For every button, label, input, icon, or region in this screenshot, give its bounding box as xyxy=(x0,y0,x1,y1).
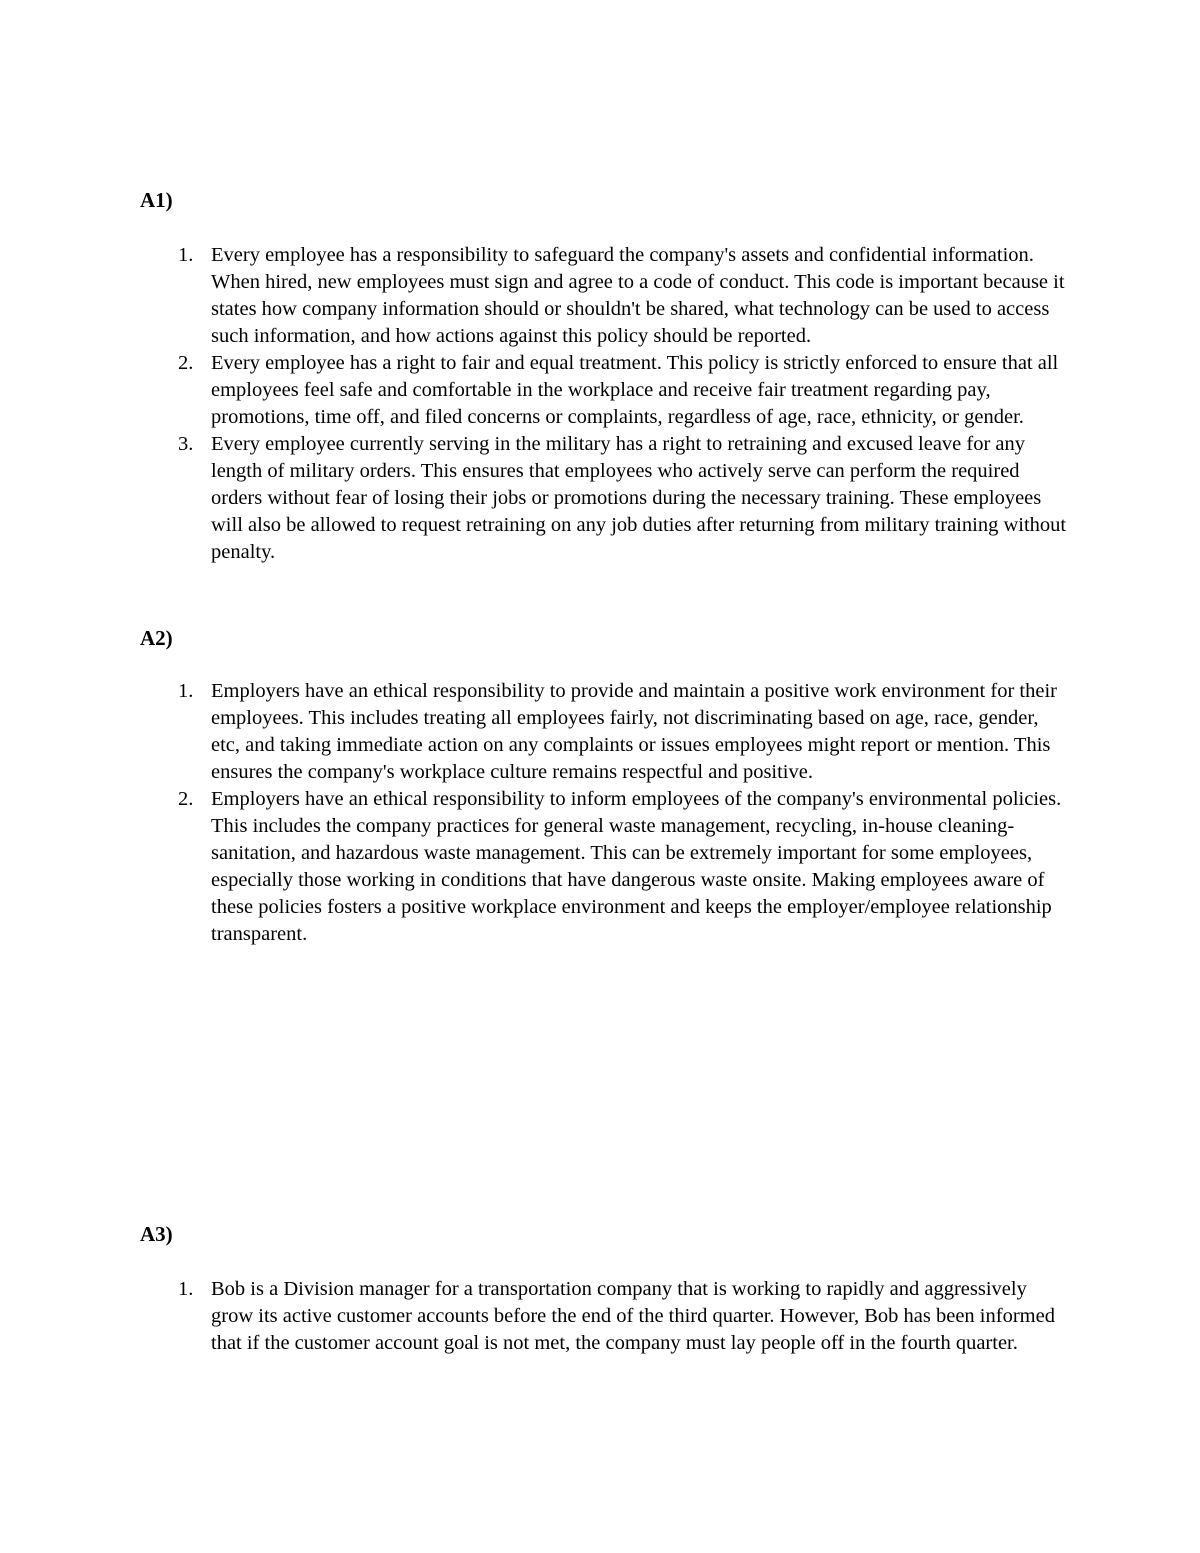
section-a3 xyxy=(140,1221,1070,1357)
list-item-text: Employers have an ethical responsibility to inform employees of the company's environmental policies. This includes the company practices for general waste management, recycling, in-house cleaning-sanitation, and hazardous waste management. This can be extremely important for some employees, especially those working in conditions that have dangerous waste onsite. Making employees aware of these policies fosters a positive workplace environment and keeps the employer/employee relationship transparent. xyxy=(211,788,1062,945)
numbered-list xyxy=(140,1276,1070,1357)
list-number: 1. xyxy=(178,680,194,702)
list-item-text: Every employee has a responsibility to safeguard the company's assets and confidential information. When hired, new employees must sign and agree to a code of conduct. This code is important because it states how company information should or shouldn't be shared, what technology can be used to access such information, and how actions against this policy should be reported. xyxy=(211,244,1065,347)
section-heading: A1) xyxy=(140,188,173,212)
list-item xyxy=(140,786,1070,948)
list-item-text: Bob is a Division manager for a transportation company that is working to rapidly and aggressively grow its active customer accounts before the end of the third quarter. However, Bob has been informed that if the customer account goal is not met, the company must lay people off in the fourth quarter. xyxy=(211,1278,1055,1354)
section-a1 xyxy=(140,187,1070,566)
list-number: 2. xyxy=(178,788,194,810)
list-number: 2. xyxy=(178,352,194,374)
list-item-text: Every employee has a right to fair and equal treatment. This policy is strictly enforced to ensure that all employees feel safe and comfortable in the workplace and receive fair treatment regarding pay, promotions, time off, and filed concerns or complaints, regardless of age, race, ethnicity, or gender. xyxy=(211,352,1059,428)
list-item xyxy=(140,350,1070,431)
list-item-text: Every employee currently serving in the military has a right to retraining and excused leave for any length of military orders. This ensures that employees who actively serve can perform the required orders without fear of losing their jobs or promotions during the necessary training. These employees will also be allowed to request retraining on any job duties after returning from military training without penalty. xyxy=(211,433,1067,563)
section-a2 xyxy=(140,625,1070,948)
list-item xyxy=(140,678,1070,786)
list-item-text: Employers have an ethical responsibility to provide and maintain a positive work environment for their employees. This includes treating all employees fairly, not discriminating based on age, race, gender, etc, and taking immediate action on any complaints or issues employees might report or mention. This ensures the company's workplace culture remains respectful and positive. xyxy=(211,680,1057,783)
list-item xyxy=(140,242,1070,350)
section-heading: A3) xyxy=(140,1222,173,1246)
list-number: 1. xyxy=(178,1278,194,1300)
list-item xyxy=(140,431,1070,566)
numbered-list xyxy=(140,242,1070,566)
section-heading: A2) xyxy=(140,626,173,650)
list-item xyxy=(140,1276,1070,1357)
numbered-list xyxy=(140,678,1070,948)
list-number: 1. xyxy=(178,244,194,266)
list-number: 3. xyxy=(178,433,194,455)
